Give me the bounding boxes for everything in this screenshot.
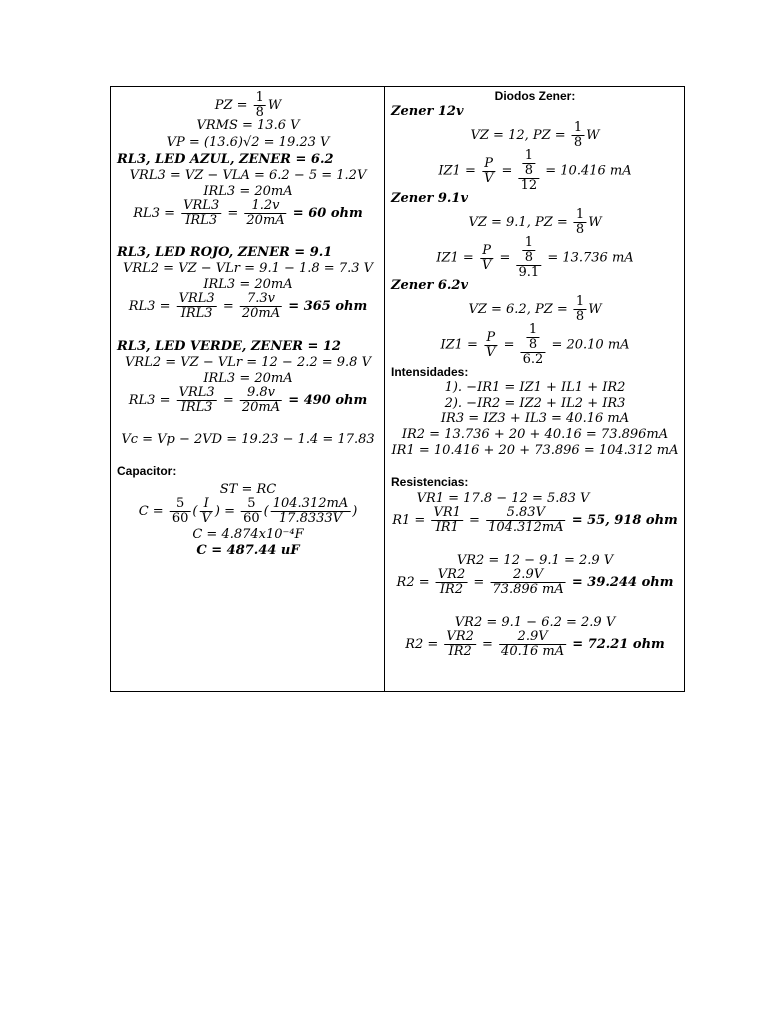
azul-rl3-equation: RL3 = $\frac{\text{VRL3}}{\text{IRL3}}$ = $\frac{1.2v}{20mA}$ = 60 ohm [133, 198, 363, 228]
zener-91-inner-fraction [523, 236, 535, 265]
zener-12-pz-den: 8 [573, 135, 583, 150]
zener-12-pz-fraction [572, 121, 584, 150]
r1-lhs: R1 = [392, 513, 426, 528]
azul-vrl-equation: VRL3 = VZ − VLA = 6.2 − 5 = 1.2V [129, 168, 367, 183]
rojo-frac-2 [240, 292, 282, 321]
zener-91-pv-den: V [481, 257, 492, 273]
zener-91-iz-equals: = [499, 250, 511, 266]
r2a-result: = 39.244 ohm [571, 575, 674, 590]
zener-12-vz-lhs: VZ = 12, PZ = [470, 128, 566, 143]
r2a-frac-2-num: 2.9V [490, 568, 565, 583]
pz-fraction [254, 91, 266, 120]
r2b-result: = 72.21 ohm [572, 637, 665, 652]
zener-91-pv-num: P [480, 244, 493, 259]
zener-62-vz-lhs: VZ = 6.2, PZ = [468, 302, 568, 317]
r1-frac-2-den: 104.312mA [488, 520, 564, 535]
r2b-frac-1 [444, 630, 475, 659]
verde-rl3-lhs: RL3 = [128, 393, 171, 408]
cap-frac-1-den: 60 [171, 511, 189, 526]
rojo-heading: RL3, LED ROJO, ZENER = 9.1 [117, 245, 333, 260]
r2a-frac-1 [436, 568, 467, 597]
zener-12-iz-equation [438, 149, 631, 193]
cap-frac-3-den: 60 [243, 511, 260, 526]
zener-91-compound-top [516, 236, 541, 266]
rojo-frac-1 [177, 292, 217, 321]
zener-12-compound-fraction [519, 149, 540, 193]
zener-91-pv-fraction [480, 244, 493, 273]
vc-equation: Vc = Vp − 2VD = 19.23 − 1.4 = 17.83 [121, 432, 375, 447]
r2a-frac-2 [490, 568, 565, 597]
zener-62-pz-num: 1 [575, 294, 585, 309]
zener-62-iz-equation [440, 323, 629, 367]
cap-frac-4-den: 17.8333V [278, 511, 343, 526]
zener-12-iz-result: = 10.416 mA [545, 163, 632, 179]
zener-12-pz-num: 1 [573, 120, 583, 135]
pz-den: 8 [255, 105, 264, 120]
verde-result: = 490 ohm [288, 393, 368, 408]
rojo-rl3-lhs: RL3 = [128, 299, 171, 314]
zener-12-compound-bottom: 12 [520, 178, 538, 193]
r2b-frac-2-num: 2.9V [499, 630, 566, 645]
verde-frac-2 [240, 386, 282, 415]
rojo-frac-2-num: 7.3v [240, 292, 282, 307]
azul-frac-1-num: VRL3 [183, 198, 220, 213]
right-column [385, 87, 684, 691]
r2a-frac-1-num: VR2 [437, 567, 466, 582]
rojo-result: = 365 ohm [288, 299, 368, 314]
pz-num: 1 [255, 90, 264, 105]
st-equation: ST = RC [219, 482, 277, 497]
zener-91-compound-bottom: 9.1 [518, 265, 540, 280]
zener-91-pz-fraction [574, 208, 586, 237]
rojo-frac-1-den: IRL3 [180, 306, 213, 321]
cap-frac-3 [241, 497, 262, 526]
zener-12-pv-den: V [483, 170, 494, 186]
zener-12-heading: Zener 12v [391, 104, 464, 119]
cap-frac-4 [271, 497, 350, 526]
vp-equation: VP = (13.6)√2 = 19.23 V [166, 135, 330, 150]
zener-62-pv-den: V [486, 344, 496, 360]
zener-91-pz-num: 1 [575, 207, 585, 222]
r2b-frac-1-den: IR2 [448, 644, 472, 659]
r2a-lhs: R2 = [396, 575, 430, 590]
azul-frac-1 [181, 199, 221, 228]
r1-result: = 55, 918 ohm [571, 513, 678, 528]
r2-equation: R2 = $\frac{VR2}{IR2}$ = $\frac{2.9V}{73.896 mA}$ = 39.244 ohm [396, 567, 674, 597]
r1-frac-1 [431, 506, 462, 535]
pz-unit: W [267, 98, 282, 113]
verde-frac-2-den: 20mA [241, 400, 281, 415]
zener-12-pv-num: P [482, 157, 495, 172]
zener-12-vz-equation [471, 121, 600, 150]
verde-rl3-equation: RL3 = $\frac{\text{VRL3}}{\text{IRL3}}$ = $\frac{9.8v}{20mA}$ = 490 ohm [128, 385, 368, 415]
rojo-rl3-equation: RL3 = $\frac{\text{VRL3}}{\text{IRL3}}$ = $\frac{7.3v}{20mA}$ = 365 ohm [128, 291, 368, 321]
verde-heading: RL3, LED VERDE, ZENER = 12 [117, 339, 341, 354]
zener-91-iz-lhs: IZ1 = [436, 250, 474, 266]
zener-91-inner-num: 1 [524, 235, 533, 250]
r1-frac-2-num: 5.83V [486, 506, 565, 521]
zener-62-inner-num: 1 [528, 322, 538, 337]
zener-12-iz-equals: = [501, 163, 513, 179]
r2a-frac-2-den: 73.896 mA [492, 582, 564, 597]
vr2-equation: VR2 = 9.1 − 6.2 = 2.9 V [454, 615, 616, 630]
intensidad-line: 2). −IR2 = IZ2 + IL2 + IR3 [444, 396, 626, 411]
zener-91-vz-lhs: VZ = 9.1, PZ = [468, 215, 568, 230]
azul-heading: RL3, LED AZUL, ZENER = 6.2 [117, 152, 334, 167]
verde-frac-2-num: 9.8v [240, 386, 282, 401]
zener-12-inner-fraction [523, 149, 535, 178]
zener-12-iz-lhs: IZ1 = [438, 163, 476, 179]
zener-91-heading: Zener 9.1v [391, 191, 469, 206]
zener-91-inner-den: 8 [524, 250, 533, 265]
r2b-lhs: R2 = [405, 637, 439, 652]
zener-91-iz-result: = 13.736 mA [547, 250, 634, 266]
r1-frac-1-den: IR1 [435, 520, 459, 535]
intensidades-label: Intensidades: [391, 365, 469, 379]
zener-62-compound-bottom: 6.2 [522, 352, 544, 367]
r2b-frac-1-num: VR2 [446, 629, 474, 644]
r1-frac-1-num: VR1 [433, 505, 461, 520]
zener-91-pz-unit: W [588, 215, 602, 230]
cap-frac-2-num: I [199, 497, 212, 512]
azul-frac-2-den: 20mA [246, 213, 285, 228]
intensidad-line: 1). −IR1 = IZ1 + IL1 + IR2 [444, 380, 626, 395]
zener-12-compound-top [519, 149, 540, 179]
r2b-frac-2 [499, 630, 566, 659]
zener-62-pz-fraction [574, 295, 586, 324]
zener-91-compound-fraction [516, 236, 541, 280]
rojo-frac-1-num: VRL3 [178, 291, 215, 306]
zener-62-iz-lhs: IZ1 = [440, 337, 478, 353]
rojo-vrl-equation: VRL2 = VZ − VLr = 9.1 − 1.8 = 7.3 V [122, 261, 374, 276]
pz-lhs: PZ = [214, 98, 248, 113]
left-column [111, 87, 385, 691]
azul-rl3-lhs: RL3 = [133, 206, 175, 221]
azul-frac-1-den: IRL3 [185, 213, 218, 228]
intensidad-line: IR1 = 10.416 + 20 + 73.896 = 104.312 mA [391, 443, 679, 458]
zener-62-compound-fraction [521, 323, 546, 367]
verde-frac-1 [177, 386, 217, 415]
azul-irl-equation: IRL3 = 20mA [203, 184, 293, 199]
zener-91-vz-equation [468, 208, 601, 237]
r1-equation: R1 = $\frac{VR1}{IR1}$ = $\frac{5.83V}{104.312mA}$ = 55, 918 ohm [392, 505, 678, 535]
zener-12-pv-fraction [482, 157, 495, 186]
verde-vrl-equation: VRL2 = VZ − VLr = 12 − 2.2 = 9.8 V [125, 355, 371, 370]
pz-equation [215, 91, 282, 120]
intensidad-line: IR2 = 13.736 + 20 + 40.16 = 73.896mA [401, 427, 669, 442]
cap-frac-3-num: 5 [241, 497, 262, 512]
r1-frac-2 [486, 506, 565, 535]
zener-91-iz-equation [436, 236, 633, 280]
azul-result: = 60 ohm [292, 206, 363, 221]
cap-lhs: C = [138, 504, 164, 519]
r2b-frac-2-den: 40.16 mA [501, 644, 565, 659]
zener-12-pz-unit: W [586, 128, 600, 143]
rojo-irl-equation: IRL3 = 20mA [203, 277, 293, 292]
diodos-zener-title: Diodos Zener: [494, 89, 576, 103]
r2a-frac-1-den: IR2 [439, 582, 464, 597]
zener-62-inner-fraction [527, 323, 539, 352]
zener-62-iz-equals: = [503, 337, 515, 353]
c-final-equation: C = 487.44 uF [196, 543, 300, 558]
zener-62-heading: Zener 6.2v [391, 278, 469, 293]
verde-frac-1-den: IRL3 [180, 400, 213, 415]
zener-62-inner-den: 8 [528, 337, 538, 352]
intensidad-line: IR3 = IZ3 + IL3 = 40.16 mA [440, 411, 630, 426]
zener-62-pv-fraction [484, 331, 497, 360]
zener-91-pz-den: 8 [575, 222, 585, 237]
cap-frac-1-num: 5 [170, 497, 191, 512]
azul-frac-2-num: 1.2v [244, 199, 286, 214]
vr2-equation: VR2 = 12 − 9.1 = 2.9 V [456, 553, 614, 568]
resistencias-label: Resistencias: [391, 475, 469, 489]
verde-irl-equation: IRL3 = 20mA [203, 371, 293, 386]
zener-12-inner-den: 8 [524, 163, 533, 178]
azul-frac-2 [244, 199, 286, 228]
vr1-equation: VR1 = 17.8 − 12 = 5.83 V [416, 491, 590, 506]
c-value-equation: C = 4.874x10⁻⁴F [192, 527, 304, 542]
zener-62-iz-result: = 20.10 mA [551, 337, 630, 353]
capacitor-equation: C = $\frac{5}{60}$ ( $\frac{I}{V}$ ) = $\frac{5}{60}$ ( $\frac{104.312mA}{17.8333V}$ ) [138, 496, 358, 526]
zener-62-vz-equation [468, 295, 601, 324]
cap-frac-1 [170, 497, 191, 526]
zener-62-pv-num: P [484, 331, 497, 346]
formula-table [110, 86, 685, 692]
zener-12-inner-num: 1 [524, 148, 533, 163]
vrms-equation: VRMS = 13.6 V [196, 118, 300, 133]
zener-62-pz-unit: W [588, 302, 602, 317]
r2-equation: R2 = $\frac{VR2}{IR2}$ = $\frac{2.9V}{40.16 mA}$ = 72.21 ohm [405, 629, 665, 659]
capacitor-label: Capacitor: [117, 464, 177, 478]
zener-62-pz-den: 8 [575, 309, 585, 324]
cap-equals: = [224, 504, 235, 519]
cap-frac-2-den: V [201, 511, 211, 526]
cap-frac-2 [199, 497, 212, 526]
rojo-frac-2-den: 20mA [241, 306, 281, 321]
cap-frac-4-num: 104.312mA [272, 496, 349, 511]
zener-62-compound-top [521, 323, 546, 353]
verde-frac-1-num: VRL3 [178, 385, 215, 400]
